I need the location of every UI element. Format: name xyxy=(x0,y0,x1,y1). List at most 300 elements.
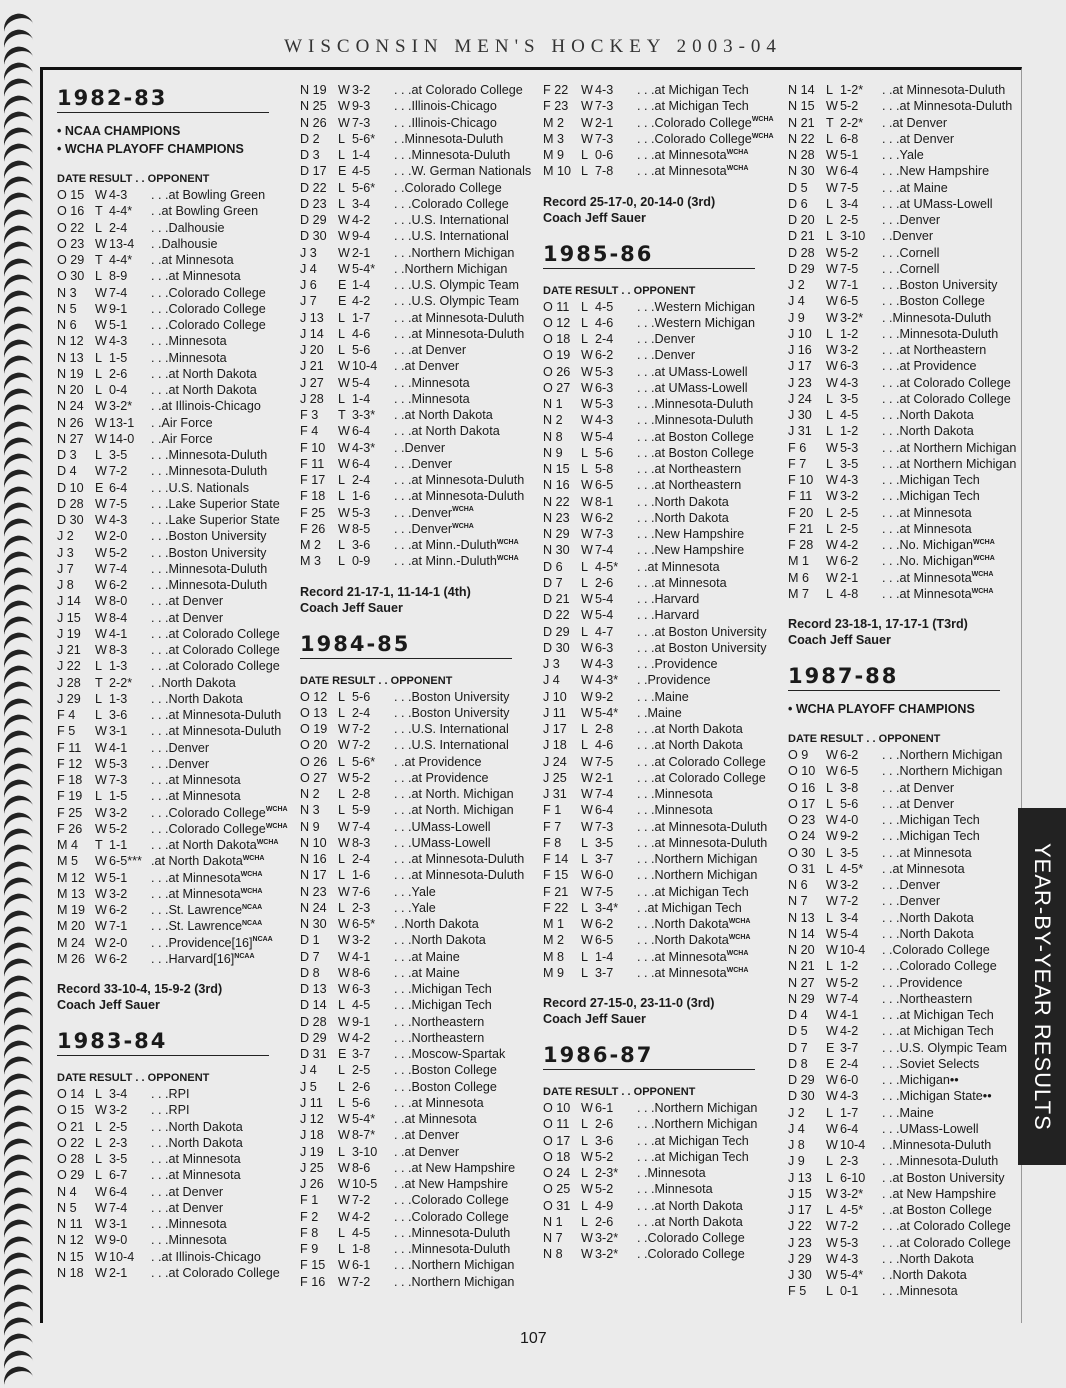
game-row xyxy=(543,575,773,591)
game-date: F 28 xyxy=(788,538,814,552)
game-row: M 10 L 7-8 . . .at MinnesotaWCHA xyxy=(543,164,749,179)
game-score: 8-3 xyxy=(109,643,128,657)
game-opponent: . .Colorado College xyxy=(637,1231,745,1245)
game-result: E xyxy=(338,164,347,179)
game-opponent: . . .North Dakota xyxy=(882,1251,974,1266)
game-score: 7-2 xyxy=(352,722,371,736)
game-score: 3-6 xyxy=(109,708,128,722)
game-result: W xyxy=(95,821,107,836)
game-row xyxy=(57,1167,277,1183)
season-record: Record 21-17-1, 11-14-1 (4th) xyxy=(300,584,471,599)
game-opponent: . . .Minnesota xyxy=(151,1217,227,1231)
game-row xyxy=(57,788,277,804)
game-result: W xyxy=(338,819,350,834)
game-date: F 2 xyxy=(300,1209,319,1224)
game-score: 3-4 xyxy=(352,196,371,211)
game-row xyxy=(57,1184,277,1200)
game-score: 3-10 xyxy=(352,1144,378,1159)
table-header: DATE RESULT . . OPPONENT xyxy=(543,284,696,297)
game-result: L xyxy=(581,164,589,179)
game-result: W xyxy=(826,926,838,941)
game-row: M 1 W 6-2 . . .North DakotaWCHA xyxy=(543,917,751,931)
game-opponent: . .at Denver xyxy=(882,115,948,130)
game-result: L xyxy=(581,462,589,476)
game-result: L xyxy=(338,554,346,569)
game-result: L xyxy=(826,910,834,925)
game-date: O 17 xyxy=(543,1133,571,1148)
game-score: 2-4 xyxy=(352,705,371,720)
game-result: L xyxy=(338,148,346,162)
game-row: M 19 W 6-2 . . .St. LawrenceNCAA xyxy=(57,903,263,917)
game-date: D 7 xyxy=(788,1040,808,1055)
game-score: 3-4 xyxy=(840,910,859,925)
game-row xyxy=(543,364,773,380)
game-date: O 23 xyxy=(788,813,816,827)
game-result: W xyxy=(826,943,838,957)
game-date: O 10 xyxy=(788,764,816,779)
game-opponent: .at North Dakota xyxy=(151,854,243,869)
game-result: L xyxy=(826,845,834,860)
game-opponent: . .Colorado College xyxy=(637,1247,745,1262)
game-opponent: . . .Colorado College xyxy=(151,805,266,820)
game-result: L xyxy=(338,998,346,1013)
game-date: D 10 xyxy=(57,480,84,495)
game-row xyxy=(788,828,1008,844)
game-row xyxy=(788,180,1008,196)
game-score: 3-2 xyxy=(109,805,128,820)
game-date: J 27 xyxy=(300,375,324,390)
game-result: W xyxy=(338,115,350,130)
game-date: J 15 xyxy=(57,610,81,625)
game-result: W xyxy=(826,1186,838,1201)
game-row xyxy=(788,82,1008,98)
game-date: F 16 xyxy=(300,1274,326,1289)
game-row xyxy=(57,740,277,756)
game-result: W xyxy=(826,1089,838,1104)
game-score: 1-7 xyxy=(840,1105,859,1120)
game-result: W xyxy=(338,440,350,455)
table-header: DATE RESULT . . OPPONENT xyxy=(57,173,210,185)
game-score: 2-5 xyxy=(840,505,859,520)
game-opponent: . . .at Maine xyxy=(394,965,460,980)
game-date: D 5 xyxy=(788,180,808,195)
game-row xyxy=(300,1257,530,1273)
game-row xyxy=(57,252,277,268)
game-row xyxy=(300,754,530,770)
game-date: M 24 xyxy=(57,935,85,950)
game-result: L xyxy=(826,521,834,536)
game-opponent: . . .St. Lawrence xyxy=(151,903,242,917)
game-row xyxy=(543,331,773,347)
game-result: W xyxy=(581,1247,593,1262)
game-date: F 20 xyxy=(788,505,814,520)
game-score: 4-6 xyxy=(595,315,614,330)
game-result: L xyxy=(338,131,346,146)
game-row: F 28 W 4-2 . . .No. MichiganWCHA xyxy=(788,538,995,552)
game-row xyxy=(300,981,530,997)
game-opponent: . . .Lake Superior State xyxy=(151,513,280,527)
game-opponent: . . .at Michigan Tech xyxy=(637,83,749,97)
game-row xyxy=(300,342,530,358)
game-row xyxy=(57,1102,277,1118)
game-score: 5-3 xyxy=(595,397,614,411)
game-result: L xyxy=(338,196,346,211)
game-opponent: . .North Dakota xyxy=(394,917,479,931)
game-opponent: . . .Denver xyxy=(637,348,696,363)
game-score: 4-2 xyxy=(352,213,371,227)
game-date: F 5 xyxy=(57,724,76,739)
game-score: 2-6 xyxy=(109,366,128,381)
game-date: O 11 xyxy=(543,299,570,314)
game-opponent: . . .at Minnesota-Duluth xyxy=(394,326,525,341)
game-row xyxy=(57,1086,277,1102)
game-result: L xyxy=(581,1133,589,1148)
game-opponent: . . .at Minnesota xyxy=(637,164,727,179)
game-score: 6-8 xyxy=(840,131,859,146)
game-result: L xyxy=(826,408,834,422)
game-result: W xyxy=(95,561,107,576)
game-score: 8-7* xyxy=(352,1128,376,1143)
game-row xyxy=(788,505,1008,521)
game-date: N 16 xyxy=(300,852,327,866)
game-row xyxy=(543,770,773,786)
game-score: 3-2 xyxy=(352,933,371,948)
game-score: 2-3 xyxy=(352,900,371,915)
game-score: 6-0 xyxy=(840,1073,859,1087)
game-date: D 8 xyxy=(788,1056,808,1071)
game-date: M 3 xyxy=(300,554,321,569)
game-row xyxy=(543,559,773,575)
game-score: 6-3 xyxy=(595,640,614,655)
game-row xyxy=(300,1046,530,1062)
game-score: 2-4 xyxy=(352,473,371,487)
game-date: F 3 xyxy=(300,408,319,422)
game-score: 7-4 xyxy=(595,543,614,558)
game-score: 3-2 xyxy=(109,886,128,901)
game-row: M 2 L 3-6 . . .at Minn.-DuluthWCHA xyxy=(300,538,519,552)
game-score: 10-5 xyxy=(352,1177,378,1191)
game-opponent: . . .Colorado College xyxy=(151,301,266,316)
season-title: 1986-87 xyxy=(543,1043,755,1070)
game-date: J 29 xyxy=(788,1251,812,1266)
game-score: 6-5*** xyxy=(109,854,142,869)
game-opponent: . .Northern Michigan xyxy=(394,261,508,276)
game-score: 1-3 xyxy=(109,691,128,706)
game-score: 6-4 xyxy=(595,803,614,818)
game-opponent: . . .at Maine xyxy=(394,949,460,964)
season-title: 1985-86 xyxy=(543,242,755,269)
game-row xyxy=(788,763,1008,779)
game-result: W xyxy=(95,951,107,966)
game-result: W xyxy=(95,1103,107,1118)
game-row xyxy=(788,1218,1011,1234)
game-score: 5-1 xyxy=(109,870,128,885)
game-result: W xyxy=(338,949,350,964)
game-score: 3-2* xyxy=(595,1247,619,1262)
game-row xyxy=(543,1214,773,1230)
game-result: W xyxy=(581,83,593,97)
game-result: W xyxy=(581,917,593,931)
game-result: L xyxy=(95,708,103,722)
page-header: WISCONSIN MEN'S HOCKEY 2003-04 xyxy=(284,36,782,57)
game-row: M 13 W 3-2 . . .at MinnesotaWCHA xyxy=(57,886,263,901)
game-opponent: . .at Bowling Green xyxy=(151,204,259,219)
game-score: 2-3* xyxy=(595,1166,619,1180)
game-row xyxy=(788,521,1008,537)
game-result: W xyxy=(95,496,107,511)
game-opponent: . . .Minnesota xyxy=(637,787,713,801)
column-2 xyxy=(300,82,530,1290)
game-row xyxy=(788,1283,1008,1299)
game-opponent: . . .Minnesota xyxy=(882,1284,958,1299)
game-date: N 15 xyxy=(57,1249,84,1264)
game-date: O 15 xyxy=(57,1103,85,1118)
game-date: M 2 xyxy=(300,538,321,552)
game-opponent: . . .Western Michigan xyxy=(637,299,756,314)
game-result: W xyxy=(826,829,838,844)
game-row xyxy=(300,82,530,98)
game-score: 7-5 xyxy=(595,754,614,769)
game-row xyxy=(788,163,1008,179)
game-opponent: . . .at New Hampshire xyxy=(394,1160,516,1175)
game-score: 4-5 xyxy=(352,1225,371,1240)
game-row xyxy=(788,812,1008,828)
game-result: L xyxy=(95,448,103,462)
game-row xyxy=(788,212,1008,228)
game-date: D 28 xyxy=(788,245,815,260)
game-row xyxy=(300,326,530,342)
game-row xyxy=(57,642,280,658)
game-date: F 10 xyxy=(300,440,326,455)
game-result: W xyxy=(95,886,107,901)
game-date: F 26 xyxy=(57,821,83,836)
game-score: 3-5 xyxy=(595,835,614,850)
game-result: L xyxy=(338,900,346,915)
game-date: J 18 xyxy=(300,1128,324,1143)
game-row xyxy=(300,689,530,705)
game-opponent: . . .Northern Michigan xyxy=(882,764,1003,779)
game-opponent: . . .at Boston University xyxy=(637,640,767,655)
game-result: W xyxy=(338,505,350,520)
game-result: W xyxy=(826,261,838,276)
game-row xyxy=(543,851,773,867)
game-date: O 27 xyxy=(543,380,571,395)
game-score: 6-4 xyxy=(109,480,128,495)
game-opponent: . . .Denver xyxy=(151,740,210,755)
game-date: J 19 xyxy=(300,1144,324,1159)
game-opponent: . . .at North Dakota xyxy=(151,383,257,397)
game-score: 6-4 xyxy=(840,164,859,179)
game-date: N 14 xyxy=(788,926,815,941)
game-date: O 31 xyxy=(543,1198,571,1213)
game-opponent: . . .Michigan•• xyxy=(882,1073,959,1087)
game-date: O 10 xyxy=(543,1101,571,1115)
game-result: L xyxy=(581,965,589,980)
game-result: L xyxy=(338,1144,346,1159)
game-date: J 26 xyxy=(300,1177,324,1191)
game-opponent: . . .North Dakota xyxy=(637,510,729,525)
game-row xyxy=(57,366,277,382)
game-row xyxy=(788,488,1008,504)
game-result: W xyxy=(581,527,593,541)
game-score: 4-7 xyxy=(595,624,614,639)
game-result: W xyxy=(581,1149,593,1164)
game-score: 5-8 xyxy=(595,462,614,476)
game-date: N 4 xyxy=(57,1184,77,1199)
game-result: L xyxy=(95,220,103,235)
game-score: 3-5 xyxy=(840,391,859,406)
game-result: L xyxy=(826,213,834,227)
game-date: J 29 xyxy=(57,691,81,706)
game-date: N 6 xyxy=(57,318,77,332)
game-score: 3-2 xyxy=(109,1103,128,1118)
game-row xyxy=(543,98,773,114)
game-result: W xyxy=(95,415,107,430)
game-opponent: . . .Minnesota xyxy=(637,1182,713,1197)
game-score: 7-8 xyxy=(595,164,614,179)
coach-name: Coach Jeff Sauer xyxy=(788,633,891,647)
game-result: L xyxy=(95,1087,103,1101)
game-date: O 18 xyxy=(543,332,571,346)
game-row xyxy=(57,285,277,301)
game-row xyxy=(300,180,530,196)
game-date: O 24 xyxy=(788,829,816,844)
game-row xyxy=(300,391,530,407)
game-opponent: . . .at Northeastern xyxy=(637,462,742,476)
game-row xyxy=(788,277,1008,293)
game-opponent: . .North Dakota xyxy=(882,1268,967,1282)
game-result: L xyxy=(826,196,834,211)
game-score: 8-9 xyxy=(109,269,128,284)
game-score: 6-3 xyxy=(840,359,859,374)
game-row xyxy=(300,212,530,228)
game-date: N 14 xyxy=(788,83,815,97)
game-result: W xyxy=(95,529,107,544)
game-score: 0-6 xyxy=(595,148,614,162)
game-date: N 1 xyxy=(543,1214,563,1229)
game-result: L xyxy=(581,575,589,590)
game-opponent: . . .at North Dakota xyxy=(151,838,257,852)
game-date: D 22 xyxy=(543,608,570,623)
game-date: F 6 xyxy=(788,440,807,455)
game-date: F 12 xyxy=(57,756,83,771)
game-opponent: . . .Denver xyxy=(882,878,941,892)
game-opponent: . . .at Michigan Tech xyxy=(637,99,749,114)
game-row xyxy=(543,705,773,721)
game-result: W xyxy=(581,413,593,428)
game-opponent: . . .at Denver xyxy=(882,796,955,811)
game-result: W xyxy=(581,787,593,801)
game-score: 4-3 xyxy=(595,657,614,671)
game-row xyxy=(788,326,1008,342)
game-score: 3-1 xyxy=(109,724,128,739)
table-header: DATE RESULT . . OPPONENT xyxy=(57,1072,210,1084)
game-row: M 20 W 7-1 . . .St. LawrenceNCAA xyxy=(57,919,263,934)
game-row xyxy=(543,802,773,818)
game-row: M 3 L 0-9 . . .at Minn.-DuluthWCHA xyxy=(300,554,519,569)
game-date: O 22 xyxy=(57,1135,85,1150)
game-row xyxy=(543,1133,773,1149)
game-score: 4-1 xyxy=(109,740,128,755)
table-header: DATE RESULT . . OPPONENT xyxy=(543,1086,696,1098)
game-row xyxy=(300,261,530,277)
game-opponent: . . .Colorado College xyxy=(637,131,752,146)
game-score: 6-5 xyxy=(595,478,614,493)
game-date: N 30 xyxy=(300,917,327,931)
game-score: 2-6 xyxy=(595,575,614,590)
game-opponent: . . .U.S. Olympic Team xyxy=(394,278,520,292)
game-row xyxy=(300,277,530,293)
game-date: J 8 xyxy=(788,1138,805,1152)
coach-name: Coach Jeff Sauer xyxy=(543,1012,646,1026)
game-opponent: . . .Minnesota-Duluth xyxy=(151,448,268,462)
game-date: M 1 xyxy=(788,554,809,569)
game-score: 7-3 xyxy=(109,773,128,787)
game-result: L xyxy=(826,1284,834,1299)
game-result: W xyxy=(95,513,107,527)
game-result: L xyxy=(338,538,346,552)
game-date: N 3 xyxy=(300,803,320,818)
game-date: D 30 xyxy=(57,513,84,527)
game-result: W xyxy=(826,1138,838,1152)
game-opponent: . .Minnesota-Duluth xyxy=(394,131,504,146)
game-date: F 25 xyxy=(57,805,83,820)
game-score: 6-2 xyxy=(840,748,859,762)
game-result: W xyxy=(581,1231,593,1245)
game-opponent: . . .at UMass-Lowell xyxy=(637,364,748,379)
game-date: F 15 xyxy=(300,1258,326,1273)
game-date: M 20 xyxy=(57,919,85,934)
game-date: D 28 xyxy=(300,1014,327,1029)
game-result: L xyxy=(95,1168,103,1183)
game-row xyxy=(57,545,277,561)
game-row xyxy=(788,391,1011,407)
game-date: N 2 xyxy=(300,787,320,801)
game-opponent: . . .Northeastern xyxy=(394,1014,485,1029)
game-opponent: . . .at Minnesota-Duluth xyxy=(637,835,768,850)
game-score: 7-2 xyxy=(352,1193,371,1208)
game-opponent: . . .Minnesota-Duluth xyxy=(394,1225,511,1240)
game-score: 3-7 xyxy=(595,852,614,866)
game-opponent: . . .Denver xyxy=(394,505,453,520)
game-row: M 2 W 6-5 . . .North DakotaWCHA xyxy=(543,933,751,948)
game-score: 4-3 xyxy=(840,473,859,487)
game-opponent: . .at Denver xyxy=(394,1128,460,1143)
game-opponent: . . .U.S. International xyxy=(394,722,509,736)
section-tab-label: YEAR-BY-YEAR RESULTS xyxy=(1030,842,1055,1131)
game-row xyxy=(788,440,1017,456)
game-opponent: . .at Boston University xyxy=(882,1170,1005,1185)
game-date: D 13 xyxy=(300,982,327,996)
game-opponent: . . .Denver xyxy=(882,894,941,909)
game-date: N 5 xyxy=(57,1200,77,1215)
game-opponent: . . .Northern Michigan xyxy=(637,852,758,866)
game-row: M 4 T 1-1 . . .at North DakotaWCHA xyxy=(57,838,279,852)
game-opponent: . . .Minnesota-Duluth xyxy=(882,1154,999,1169)
game-opponent: . . .Providence xyxy=(637,657,718,671)
game-score: 5-4 xyxy=(595,429,614,444)
game-score: 14-0 xyxy=(109,431,135,446)
game-opponent: . . .at Northern Michigan xyxy=(882,456,1017,471)
game-row xyxy=(543,1149,773,1165)
season-record: Record 23-18-1, 17-17-1 (T3rd) xyxy=(788,617,968,631)
game-opponent: . .at Minnesota xyxy=(394,1112,477,1126)
game-opponent: . . .at Boston College xyxy=(637,445,754,460)
game-date: F 23 xyxy=(543,99,569,114)
game-result: W xyxy=(338,1193,350,1208)
game-date: N 30 xyxy=(788,164,815,179)
game-row xyxy=(300,440,530,456)
